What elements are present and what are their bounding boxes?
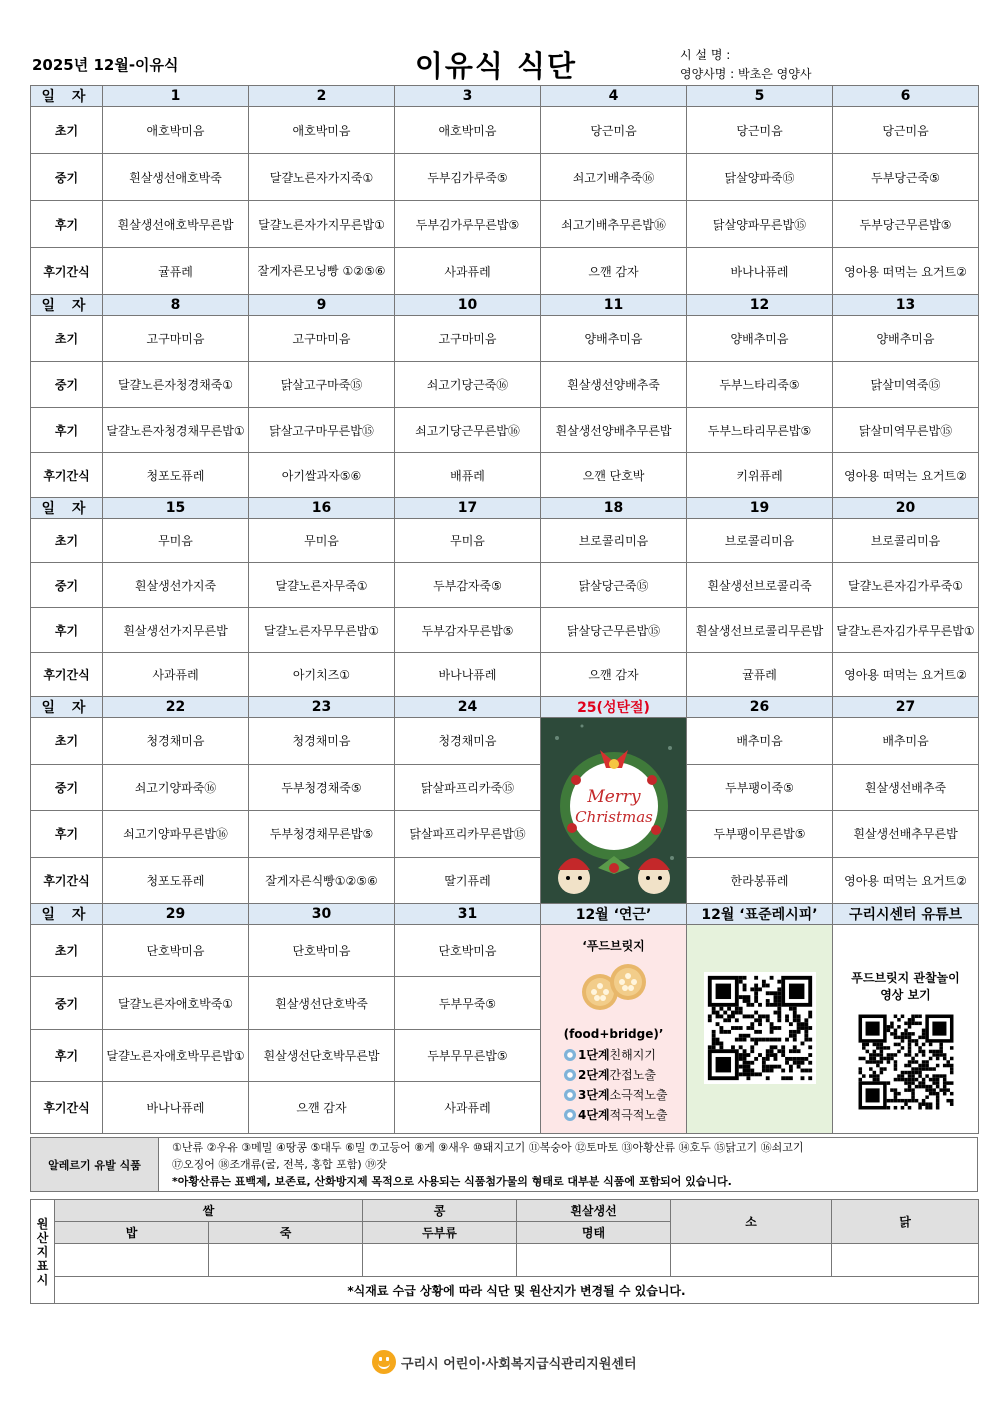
stage-label-snack: 후기간식 bbox=[31, 453, 103, 498]
menu-item: 으깬 감자 bbox=[541, 248, 687, 295]
date-cell: 29 bbox=[103, 904, 249, 925]
menu-table bbox=[30, 85, 979, 1134]
stage-label-middle: 중기 bbox=[31, 154, 103, 201]
menu-item: 애호박미음 bbox=[103, 107, 249, 154]
menu-item: 두부팽이죽⑤ bbox=[687, 764, 833, 811]
menu-item: 배퓨레 bbox=[395, 453, 541, 498]
date-cell: 11 bbox=[541, 295, 687, 316]
stage-label-middle: 중기 bbox=[31, 977, 103, 1030]
stage-label-snack: 후기간식 bbox=[31, 1082, 103, 1134]
food-bridge-step bbox=[564, 1105, 685, 1125]
menu-item: 으깬 감자 bbox=[541, 653, 687, 697]
origin-value-cell bbox=[55, 1244, 209, 1277]
menu-item: 두부당근무른밥⑤ bbox=[833, 201, 979, 248]
stage-label-late: 후기 bbox=[31, 201, 103, 248]
menu-item: 고구마미음 bbox=[395, 316, 541, 362]
step-bullet-icon bbox=[564, 1109, 576, 1121]
youtube-caption-line2: 영상 보기 bbox=[880, 987, 931, 1002]
date-cell: 19 bbox=[687, 498, 833, 519]
menu-item: 두부김가루죽⑤ bbox=[395, 154, 541, 201]
stage-label-late: 후기 bbox=[31, 811, 103, 858]
menu-item: 흰살생선배추무른밥 bbox=[833, 811, 979, 858]
menu-item: 키위퓨레 bbox=[687, 453, 833, 498]
menu-item: 두부무무른밥⑤ bbox=[395, 1030, 541, 1082]
menu-item: 아기쌀과자⑤⑥ bbox=[249, 453, 395, 498]
stage-label-snack: 후기간식 bbox=[31, 248, 103, 295]
origin-side-char: 표 bbox=[36, 1258, 49, 1273]
origin-chicken: 닭 bbox=[832, 1200, 979, 1244]
menu-item: 닭살파프리카무른밥⑮ bbox=[395, 811, 541, 858]
menu-item: 영아용 떠먹는 요거트② bbox=[833, 653, 979, 697]
date-cell: 22 bbox=[103, 697, 249, 718]
menu-item: 바나나퓨레 bbox=[103, 1082, 249, 1134]
menu-item: 청경채미음 bbox=[249, 718, 395, 765]
date-cell: 13 bbox=[833, 295, 979, 316]
menu-item: 달걀노른자애호박죽① bbox=[103, 977, 249, 1030]
origin-side-char: 원 bbox=[36, 1216, 49, 1231]
menu-item: 닭살고구마죽⑮ bbox=[249, 362, 395, 408]
origin-porridge-sub: 죽 bbox=[209, 1222, 363, 1244]
food-bridge-subtitle: (food+bridge)’ bbox=[563, 1027, 664, 1041]
menu-item: 바나나퓨레 bbox=[687, 248, 833, 295]
stage-label-middle: 중기 bbox=[31, 563, 103, 608]
origin-value-cell bbox=[671, 1244, 832, 1277]
stage-label-middle: 중기 bbox=[31, 362, 103, 408]
menu-item: 무미음 bbox=[249, 519, 395, 563]
menu-item: 달걀노른자청경채무른밥① bbox=[103, 408, 249, 453]
menu-item: 귤퓨레 bbox=[687, 653, 833, 697]
youtube-header: 구리시센터 유튜브 bbox=[833, 904, 979, 925]
menu-item: 단호박미음 bbox=[395, 925, 541, 977]
food-bridge-step bbox=[564, 1065, 685, 1085]
menu-item: 귤퓨레 bbox=[103, 248, 249, 295]
date-row-label: 일 자 bbox=[31, 295, 103, 316]
menu-item: 달걀노른자김가루죽① bbox=[833, 563, 979, 608]
date-cell: 23 bbox=[249, 697, 395, 718]
menu-item: 애호박미음 bbox=[249, 107, 395, 154]
allergy-list-line2: ⑰오징어 ⑱조개류(굴, 전복, 홍합 포함) ⑲잣 bbox=[172, 1158, 387, 1171]
menu-item: 닭살미역무른밥⑮ bbox=[833, 408, 979, 453]
origin-bean-sub: 두부류 bbox=[363, 1222, 517, 1244]
menu-item: 흰살생선배추죽 bbox=[833, 764, 979, 811]
lotus-root-icon bbox=[574, 956, 654, 1022]
food-bridge-step bbox=[564, 1085, 685, 1105]
menu-item: 청포도퓨레 bbox=[103, 857, 249, 904]
allergy-note: *아황산류는 표백제, 보존료, 산화방지제 목적으로 사용되는 식품첨가물의 형태로 대부분 식품에 포함되어 있습니다. bbox=[172, 1175, 732, 1188]
origin-note: *식재료 수급 상황에 따라 식단 및 원산지가 변경될 수 있습니다. bbox=[55, 1277, 979, 1304]
origin-table bbox=[30, 1199, 979, 1304]
date-cell: 10 bbox=[395, 295, 541, 316]
menu-item: 애호박미음 bbox=[395, 107, 541, 154]
step-number: 4단계 bbox=[578, 1108, 610, 1122]
step-bullet-icon bbox=[564, 1089, 576, 1101]
food-bridge-title: ‘푸드브릿지 bbox=[582, 939, 645, 953]
date-cell: 27 bbox=[833, 697, 979, 718]
christmas-wreath-icon bbox=[542, 718, 686, 900]
date-cell: 2 bbox=[249, 86, 395, 107]
menu-item: 두부청경채무른밥⑤ bbox=[249, 811, 395, 858]
holiday-date: 25(성탄절) bbox=[541, 697, 687, 718]
menu-item: 사과퓨레 bbox=[395, 1082, 541, 1134]
date-cell: 31 bbox=[395, 904, 541, 925]
menu-item: 흰살생선가지무른밥 bbox=[103, 608, 249, 653]
menu-item: 두부김가루무른밥⑤ bbox=[395, 201, 541, 248]
step-number: 3단계 bbox=[578, 1088, 610, 1102]
stage-label-early: 초기 bbox=[31, 718, 103, 765]
menu-item: 무미음 bbox=[395, 519, 541, 563]
menu-item: 무미음 bbox=[103, 519, 249, 563]
menu-item: 양배추미음 bbox=[687, 316, 833, 362]
menu-item: 양배추미음 bbox=[833, 316, 979, 362]
menu-item: 바나나퓨레 bbox=[395, 653, 541, 697]
menu-item: 청경채미음 bbox=[103, 718, 249, 765]
date-row-label: 일 자 bbox=[31, 86, 103, 107]
stage-label-late: 후기 bbox=[31, 608, 103, 653]
menu-item: 두부당근죽⑤ bbox=[833, 154, 979, 201]
menu-item: 흰살생선애호박죽 bbox=[103, 154, 249, 201]
origin-rice-sub: 밥 bbox=[55, 1222, 209, 1244]
qr-code-icon[interactable] bbox=[855, 1011, 957, 1113]
menu-item: 배추미음 bbox=[833, 718, 979, 765]
menu-item: 잘게자른식빵①②⑤⑥ bbox=[249, 857, 395, 904]
menu-item: 영아용 떠먹는 요거트② bbox=[833, 857, 979, 904]
date-cell: 8 bbox=[103, 295, 249, 316]
menu-item: 사과퓨레 bbox=[103, 653, 249, 697]
menu-item: 청경채미음 bbox=[395, 718, 541, 765]
step-bullet-icon bbox=[564, 1049, 576, 1061]
qr-code-icon[interactable] bbox=[704, 972, 816, 1084]
menu-item: 쇠고기양파무른밥⑯ bbox=[103, 811, 249, 858]
facility-name: 시 설 명 : bbox=[680, 48, 731, 62]
menu-item: 사과퓨레 bbox=[395, 248, 541, 295]
food-bridge-panel bbox=[541, 925, 687, 1134]
menu-item: 흰살생선가지죽 bbox=[103, 563, 249, 608]
menu-item: 고구마미음 bbox=[249, 316, 395, 362]
menu-item: 브로콜리미음 bbox=[833, 519, 979, 563]
smile-logo-icon bbox=[372, 1350, 396, 1374]
origin-value-cell bbox=[832, 1244, 979, 1277]
date-cell: 24 bbox=[395, 697, 541, 718]
menu-item: 달걀노른자애호박무른밥① bbox=[103, 1030, 249, 1082]
menu-item: 두부느타리무른밥⑤ bbox=[687, 408, 833, 453]
stage-label-early: 초기 bbox=[31, 107, 103, 154]
menu-item: 달걀노른자가지죽① bbox=[249, 154, 395, 201]
stage-label-early: 초기 bbox=[31, 316, 103, 362]
date-cell: 3 bbox=[395, 86, 541, 107]
menu-item: 단호박미음 bbox=[103, 925, 249, 977]
origin-value-cell bbox=[209, 1244, 363, 1277]
origin-side-char: 시 bbox=[36, 1272, 49, 1287]
origin-bean: 콩 bbox=[363, 1200, 517, 1222]
step-text: 간접노출 bbox=[609, 1068, 656, 1082]
menu-item: 고구마미음 bbox=[103, 316, 249, 362]
menu-item: 닭살고구마무른밥⑮ bbox=[249, 408, 395, 453]
origin-value-cell bbox=[517, 1244, 671, 1277]
menu-item: 브로콜리미음 bbox=[541, 519, 687, 563]
menu-item: 배추미음 bbox=[687, 718, 833, 765]
merry-text: Merry bbox=[587, 787, 641, 807]
date-cell: 9 bbox=[249, 295, 395, 316]
stage-label-snack: 후기간식 bbox=[31, 857, 103, 904]
stage-label-late: 후기 bbox=[31, 1030, 103, 1082]
menu-item: 두부무죽⑤ bbox=[395, 977, 541, 1030]
menu-item: 잘게자른모닝빵 ①②⑤⑥ bbox=[249, 248, 395, 295]
menu-item: 흰살생선양배추죽 bbox=[541, 362, 687, 408]
origin-value-cell bbox=[363, 1244, 517, 1277]
menu-item: 두부감자무른밥⑤ bbox=[395, 608, 541, 653]
menu-item: 단호박미음 bbox=[249, 925, 395, 977]
menu-item: 닭살당근무른밥⑮ bbox=[541, 608, 687, 653]
menu-item: 아기치즈① bbox=[249, 653, 395, 697]
step-text: 적극적노출 bbox=[609, 1108, 668, 1122]
menu-item: 당근미음 bbox=[687, 107, 833, 154]
menu-item: 으깬 단호박 bbox=[541, 453, 687, 498]
date-cell: 30 bbox=[249, 904, 395, 925]
menu-item: 닭살파프리카죽⑮ bbox=[395, 764, 541, 811]
stage-label-early: 초기 bbox=[31, 519, 103, 563]
menu-item: 달걀노른자청경채죽① bbox=[103, 362, 249, 408]
origin-fish: 흰살생선 bbox=[517, 1200, 671, 1222]
stage-label-snack: 후기간식 bbox=[31, 653, 103, 697]
step-bullet-icon bbox=[564, 1069, 576, 1081]
date-cell: 20 bbox=[833, 498, 979, 519]
date-cell: 5 bbox=[687, 86, 833, 107]
menu-item: 양배추미음 bbox=[541, 316, 687, 362]
menu-item: 흰살생선단호박무른밥 bbox=[249, 1030, 395, 1082]
origin-side-label bbox=[31, 1200, 55, 1304]
stage-label-late: 후기 bbox=[31, 408, 103, 453]
food-bridge-step bbox=[564, 1045, 685, 1065]
menu-item: 당근미음 bbox=[833, 107, 979, 154]
menu-item: 닭살미역죽⑮ bbox=[833, 362, 979, 408]
menu-item: 한라봉퓨레 bbox=[687, 857, 833, 904]
food-bridge-steps bbox=[542, 1045, 685, 1125]
menu-item: 달걀노른자무죽① bbox=[249, 563, 395, 608]
menu-item: 쇠고기양파죽⑯ bbox=[103, 764, 249, 811]
menu-item: 영아용 떠먹는 요거트② bbox=[833, 248, 979, 295]
menu-item: 으깬 감자 bbox=[249, 1082, 395, 1134]
step-number: 2단계 bbox=[578, 1068, 610, 1082]
step-number: 1단계 bbox=[578, 1048, 610, 1062]
menu-item: 두부청경채죽⑤ bbox=[249, 764, 395, 811]
menu-item: 쇠고기배추죽⑯ bbox=[541, 154, 687, 201]
allergy-table bbox=[30, 1137, 978, 1192]
allergy-label: 알레르기 유발 식품 bbox=[31, 1138, 159, 1192]
menu-item: 흰살생선애호박무른밥 bbox=[103, 201, 249, 248]
menu-item: 흰살생선브로콜리무른밥 bbox=[687, 608, 833, 653]
recipe-header: 12월 ‘표준레시피’ bbox=[687, 904, 833, 925]
origin-side-char: 산 bbox=[36, 1230, 49, 1245]
step-text: 소극적노출 bbox=[609, 1088, 668, 1102]
nutrition-header: 12월 ‘연근’ bbox=[541, 904, 687, 925]
stage-label-middle: 중기 bbox=[31, 764, 103, 811]
menu-item: 딸기퓨레 bbox=[395, 857, 541, 904]
menu-item: 쇠고기당근무른밥⑯ bbox=[395, 408, 541, 453]
menu-item: 흰살생선양배추무른밥 bbox=[541, 408, 687, 453]
page-title: 이유식 식단 bbox=[414, 49, 578, 83]
date-cell: 12 bbox=[687, 295, 833, 316]
stage-label-early: 초기 bbox=[31, 925, 103, 977]
menu-item: 당근미음 bbox=[541, 107, 687, 154]
date-cell: 26 bbox=[687, 697, 833, 718]
menu-item: 브로콜리미음 bbox=[687, 519, 833, 563]
step-text: 친해지기 bbox=[609, 1048, 656, 1062]
date-cell: 18 bbox=[541, 498, 687, 519]
menu-item: 닭살당근죽⑮ bbox=[541, 563, 687, 608]
footer bbox=[372, 1349, 637, 1375]
footer-center-name: 구리시 어린이·사회복지급식관리지원센터 bbox=[401, 1356, 637, 1372]
youtube-qr-panel bbox=[833, 925, 979, 1134]
menu-item: 쇠고기배추무른밥⑯ bbox=[541, 201, 687, 248]
christmas-illustration bbox=[541, 718, 687, 904]
origin-rice: 쌀 bbox=[55, 1200, 363, 1222]
menu-item: 청포도퓨레 bbox=[103, 453, 249, 498]
date-cell: 17 bbox=[395, 498, 541, 519]
menu-item: 두부감자죽⑤ bbox=[395, 563, 541, 608]
dietitian-name: 영양사명 : 박초은 영양사 bbox=[680, 67, 812, 81]
date-row-label: 일 자 bbox=[31, 904, 103, 925]
allergy-list-line1: ①난류 ②우유 ③메밀 ④땅콩 ⑤대두 ⑥밀 ⑦고등어 ⑧게 ⑨새우 ⑩돼지고기 ⑪복숭아 ⑫토마토 ⑬아황산류 ⑭호두 ⑮닭고기 ⑯쇠고기 bbox=[172, 1141, 804, 1154]
menu-item: 닭살양파무른밥⑮ bbox=[687, 201, 833, 248]
origin-side-char: 지 bbox=[36, 1244, 49, 1259]
menu-item: 흰살생선브로콜리죽 bbox=[687, 563, 833, 608]
menu-item: 두부느타리죽⑤ bbox=[687, 362, 833, 408]
menu-item: 달걀노른자김가루무른밥① bbox=[833, 608, 979, 653]
origin-beef: 소 bbox=[671, 1200, 832, 1244]
date-row-label: 일 자 bbox=[31, 697, 103, 718]
date-cell: 4 bbox=[541, 86, 687, 107]
date-cell: 15 bbox=[103, 498, 249, 519]
christmas-text: Christmas bbox=[575, 808, 653, 826]
menu-item: 달걀노른자무무른밥① bbox=[249, 608, 395, 653]
date-cell: 16 bbox=[249, 498, 395, 519]
menu-item: 흰살생선단호박죽 bbox=[249, 977, 395, 1030]
menu-item: 달걀노른자가지무른밥① bbox=[249, 201, 395, 248]
menu-item: 영아용 떠먹는 요거트② bbox=[833, 453, 979, 498]
menu-item: 두부팽이무른밥⑤ bbox=[687, 811, 833, 858]
menu-item: 닭살양파죽⑮ bbox=[687, 154, 833, 201]
origin-fish-sub: 명태 bbox=[517, 1222, 671, 1244]
date-row-label: 일 자 bbox=[31, 498, 103, 519]
youtube-caption-line1: 푸드브릿지 관찰놀이 bbox=[851, 970, 960, 985]
menu-item: 쇠고기당근죽⑯ bbox=[395, 362, 541, 408]
header-month-label: 2025년 12월-이유식 bbox=[32, 56, 179, 74]
date-cell: 1 bbox=[103, 86, 249, 107]
recipe-qr-panel bbox=[687, 925, 833, 1134]
date-cell: 6 bbox=[833, 86, 979, 107]
